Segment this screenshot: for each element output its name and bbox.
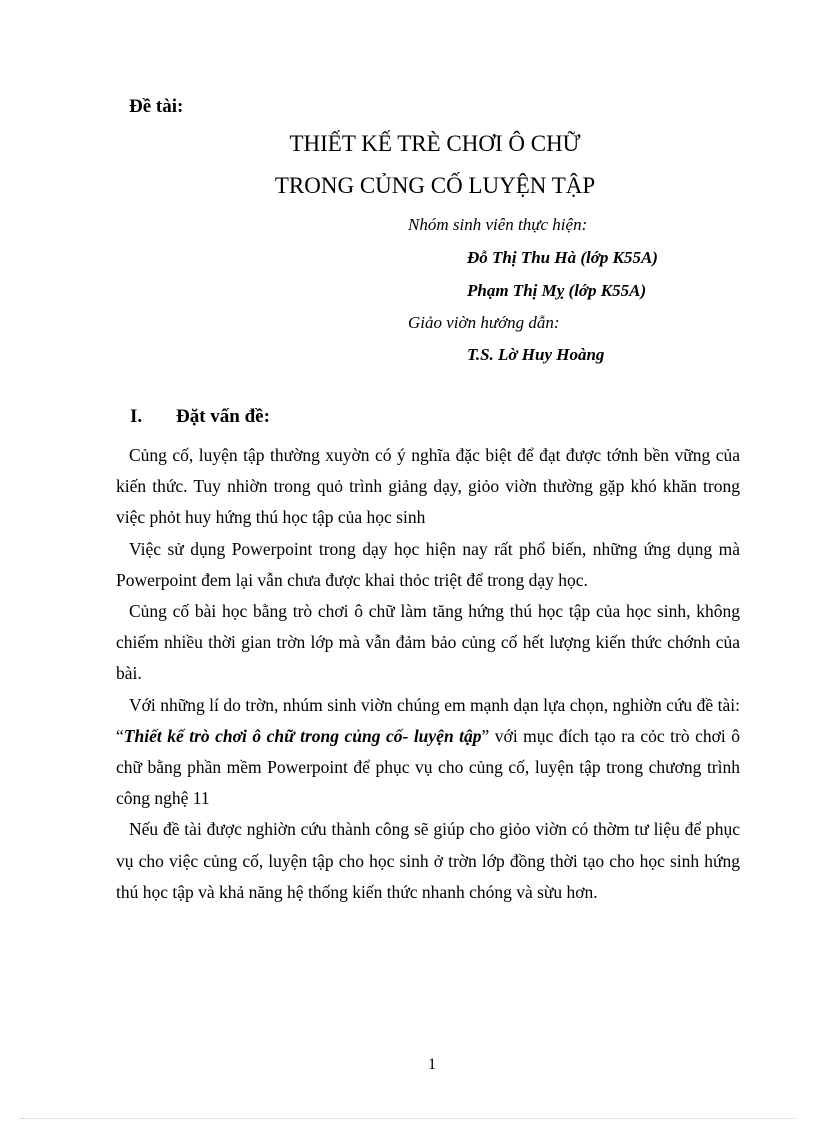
advisor-label: Giảo vіờn hướng dẫn:: [408, 313, 560, 332]
paragraph-4: [116, 690, 740, 815]
footer-divider: [20, 1118, 796, 1119]
students-label: Nhóm sinh viên thực hiện:: [408, 215, 588, 234]
paragraph-3: Củng cố bài học bằng trò chơi ô chữ làm tăng hứng thú học tập của học sinh, không chiếm nhiều thời gian trờn lớp mà vẫn đảm bảo củng cố hết lượng kiến thức chớnh của bài.: [116, 601, 740, 684]
advisor-name: T.S. Lờ Huy Hoàng: [467, 345, 605, 364]
title-line-2: TRONG CỦNG CỐ LUYỆN TẬP: [274, 173, 596, 198]
section-number: I.: [130, 406, 143, 427]
student-name-2: Phạm Thị Mỵ (lớp K55A): [467, 281, 647, 300]
page-number: 1: [428, 1056, 436, 1073]
title-line-1: THIẾT KẾ TRÈ CHƠI Ô CHỮ: [289, 131, 581, 156]
paragraph-5: Nếu đề tài được nghiờn cứu thành công sẽ giúp cho giỏo viờn có thờm tư liệu để phục vụ cho việc củng cố, luyện tập cho học sinh ở trờn lớp đồng thời tạo cho học sinh hứng thú học tập và khả năng hệ thống kiến thức nhanh chóng và sừu hơn.: [116, 819, 740, 902]
section-title: Đặt vấn đề:: [176, 406, 270, 427]
paragraph-4-emphasis: Thiết kế trò chơi ô chữ trong củng cố- luyện tập: [123, 725, 482, 746]
paragraph-1: Củng cố, luyện tập thường xuyờn có ý nghĩa đặc biệt để đạt được tớnh bền vững của kiến thức. Tuy nhiờn trong quỏ trình giảng dạy, giỏo viờn thường gặp khó khăn trong việc phỏt huy hứng thú học tập của học sinh: [116, 445, 740, 528]
paragraph-4-end: ” với mục đích tạo ra cỏc trò chơi ô chữ bằng phần mềm Powerpoint để phục vụ cho củng cố, luyện tập trong chương trình công nghệ 11: [116, 725, 740, 809]
paragraph-4-start: Với những lí do trờn, nhúm sinh viờn chúng em mạnh dạn lựa chọn, nghiờn cứu đề tài: “: [116, 694, 740, 746]
paragraph-2: Việc sử dụng Powerpoint trong dạy học hiện nay rất phổ biến, những ứng dụng mà Powerpoint đem lại vẫn chưa được khai thỏc triệt để trong dạy học.: [116, 538, 740, 590]
topic-label: Đề tài:: [129, 96, 184, 117]
student-name-1: Đỗ Thị Thu Hà (lớp K55A): [467, 248, 658, 267]
body-text: [116, 440, 740, 908]
